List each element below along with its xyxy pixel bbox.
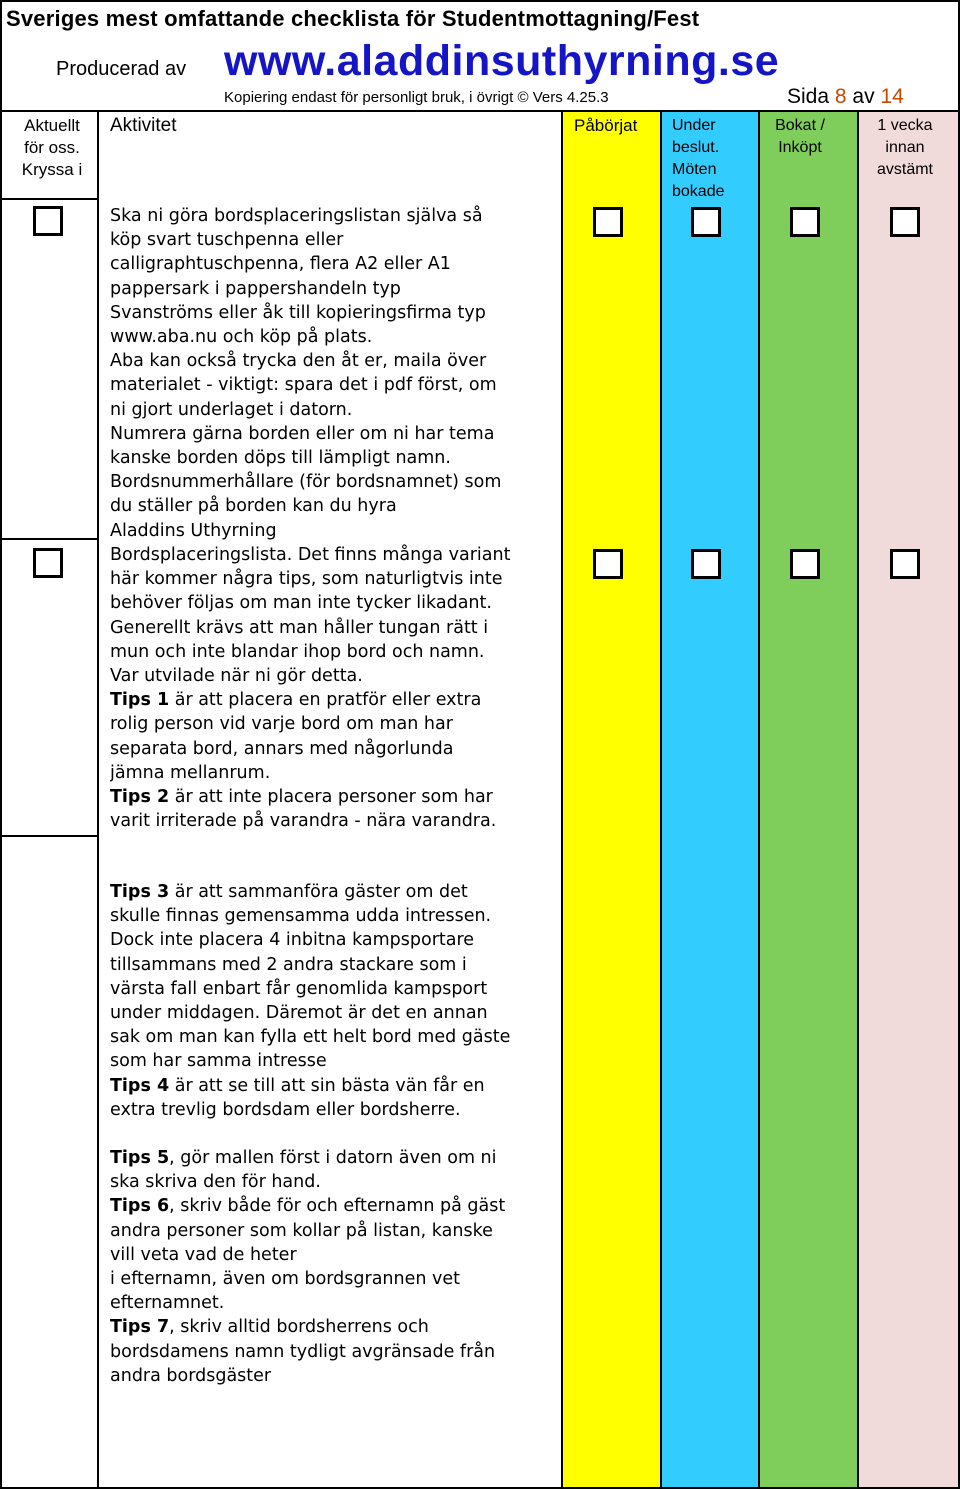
col-divider-4 bbox=[758, 110, 760, 1489]
page-total: 14 bbox=[880, 85, 904, 108]
bokat-column bbox=[759, 112, 858, 1487]
col-divider-3 bbox=[660, 110, 662, 1489]
tip-5: Tips 5, gör mallen först i datorn även om ni bbox=[110, 1148, 497, 1169]
page-current: 8 bbox=[834, 85, 847, 108]
row1-bokat-checkbox[interactable] bbox=[790, 207, 820, 237]
row1-paborjat-checkbox[interactable] bbox=[593, 207, 623, 237]
row-divider-2 bbox=[0, 835, 98, 837]
row2-vecka-checkbox[interactable] bbox=[890, 549, 920, 579]
vecka-column bbox=[858, 112, 958, 1487]
col-header-aktuellt: Aktuellt för oss. Kryssa i bbox=[21, 116, 83, 179]
row1-vecka-checkbox[interactable] bbox=[890, 207, 920, 237]
row-divider-1 bbox=[0, 538, 98, 540]
tip-6: Tips 6, skriv både för och efternamn på gäst bbox=[110, 1196, 506, 1217]
copy-notice: Kopiering endast för personligt bruk, i övrigt © Vers 4.25.3 bbox=[224, 89, 609, 106]
row2-activity-text: Bordsplaceringslista. Det finns många variant här kommer några tips, som naturligtvis inte behöver följas om man inte tycker likadant. Generellt krävs att man håller tungan rätt i mun och inte blandar ihop bord och namn. Var utvilade när ni gör detta. Tips 1 är att placera en pratför eller extra rolig person vid varje bord om man har separata bord, annars med någorlunda jämna mellanrum. Tips 2 är att inte placera personer som har varit irriterade på varandra - nära varandra. bbox=[110, 543, 562, 833]
left-border bbox=[0, 0, 2, 1489]
page-sep: av bbox=[852, 85, 875, 108]
under-beslut-column bbox=[661, 112, 759, 1487]
col-header-vecka: 1 vecka innan avstämt bbox=[876, 117, 933, 178]
col-header-paborjat: Påbörjat bbox=[574, 116, 638, 135]
tip-7: Tips 7, skriv alltid bordsherrens och bbox=[110, 1317, 429, 1338]
col-header-aktivitet: Aktivitet bbox=[110, 115, 177, 136]
header-bottom-rule bbox=[0, 110, 960, 112]
page-indicator bbox=[787, 85, 904, 109]
row1-activity-text: Ska ni göra bordsplaceringslistan själva så köp svart tuschpenna eller calligraphtuschpenna, flera A2 eller A1 pappersark i pappershandeln typ Svanströms eller åk till kopieringsfirma typ www.aba.nu och köp på plats. Aba kan också trycka den åt er, maila över materialet - viktigt: spara det i pdf först, om ni gjort underlaget i datorn. Numrera gärna borden eller om ni har tema kanske borden döps till lämpligt namn. Bordsnummerhållare (för bordsnamnet) som du ställer på borden kan du hyra Aladdins Uthyrning bbox=[110, 206, 502, 541]
col-header-bokat: Bokat / Inköpt bbox=[775, 117, 825, 156]
col-header-under: Under beslut. Möten bokade bbox=[672, 117, 725, 200]
tip-1: Tips 1 är att placera en pratför eller extra bbox=[110, 690, 482, 711]
website-link[interactable]: www.aladdinsuthyrning.se bbox=[224, 37, 780, 85]
row1-under-checkbox[interactable] bbox=[691, 207, 721, 237]
tip-2: Tips 2 är att inte placera personer som har bbox=[110, 787, 493, 808]
row2-paborjat-checkbox[interactable] bbox=[593, 549, 623, 579]
row2-bokat-checkbox[interactable] bbox=[790, 549, 820, 579]
spacer bbox=[110, 1122, 562, 1146]
continuation-text: Tips 3 är att sammanföra gäster om det skulle finnas gemensamma udda intressen. Dock inte placera 4 inbitna kampsportare tillsammans med 2 andra stackare som i värsta fall enbart får genomlida kampsport under middagen. Däremot är det en annan sak om man kan fylla ett helt bord med gäste som har samma intresse Tips 4 är att se till att sin bästa vän får en extra trevlig bordsdam eller bordsherre. Tips 5, gör mallen först i datorn även om ni ska skriva den för hand. Tips 6, skriv både för och efternamn på gäst andra personer som kollar på listan, kanske vill veta vad de heter i efternamn, även om bordsgrannen vet efternamnet. Tips 7, skriv alltid bordsherrens och bordsdamens namn tydligt avgränsade från andra bordsgäster bbox=[110, 880, 562, 1388]
document-title: Sveriges mest omfattande checklista för Studentmottagning/Fest bbox=[6, 6, 700, 31]
col-divider-5 bbox=[857, 110, 859, 1489]
tip-3: Tips 3 är att sammanföra gäster om det bbox=[110, 882, 468, 902]
page-prefix: Sida bbox=[787, 85, 830, 108]
row2-aktuellt-checkbox[interactable] bbox=[33, 548, 63, 578]
produced-by-label: Producerad av bbox=[56, 58, 187, 80]
row1-aktuellt-checkbox[interactable] bbox=[33, 206, 63, 236]
column-header-rule bbox=[0, 198, 98, 200]
top-border bbox=[0, 0, 960, 2]
paborjat-column bbox=[562, 112, 661, 1487]
row2-under-checkbox[interactable] bbox=[691, 549, 721, 579]
col-divider-1 bbox=[97, 110, 99, 1489]
tip-4: Tips 4 är att se till att sin bästa vän får en bbox=[110, 1075, 485, 1096]
